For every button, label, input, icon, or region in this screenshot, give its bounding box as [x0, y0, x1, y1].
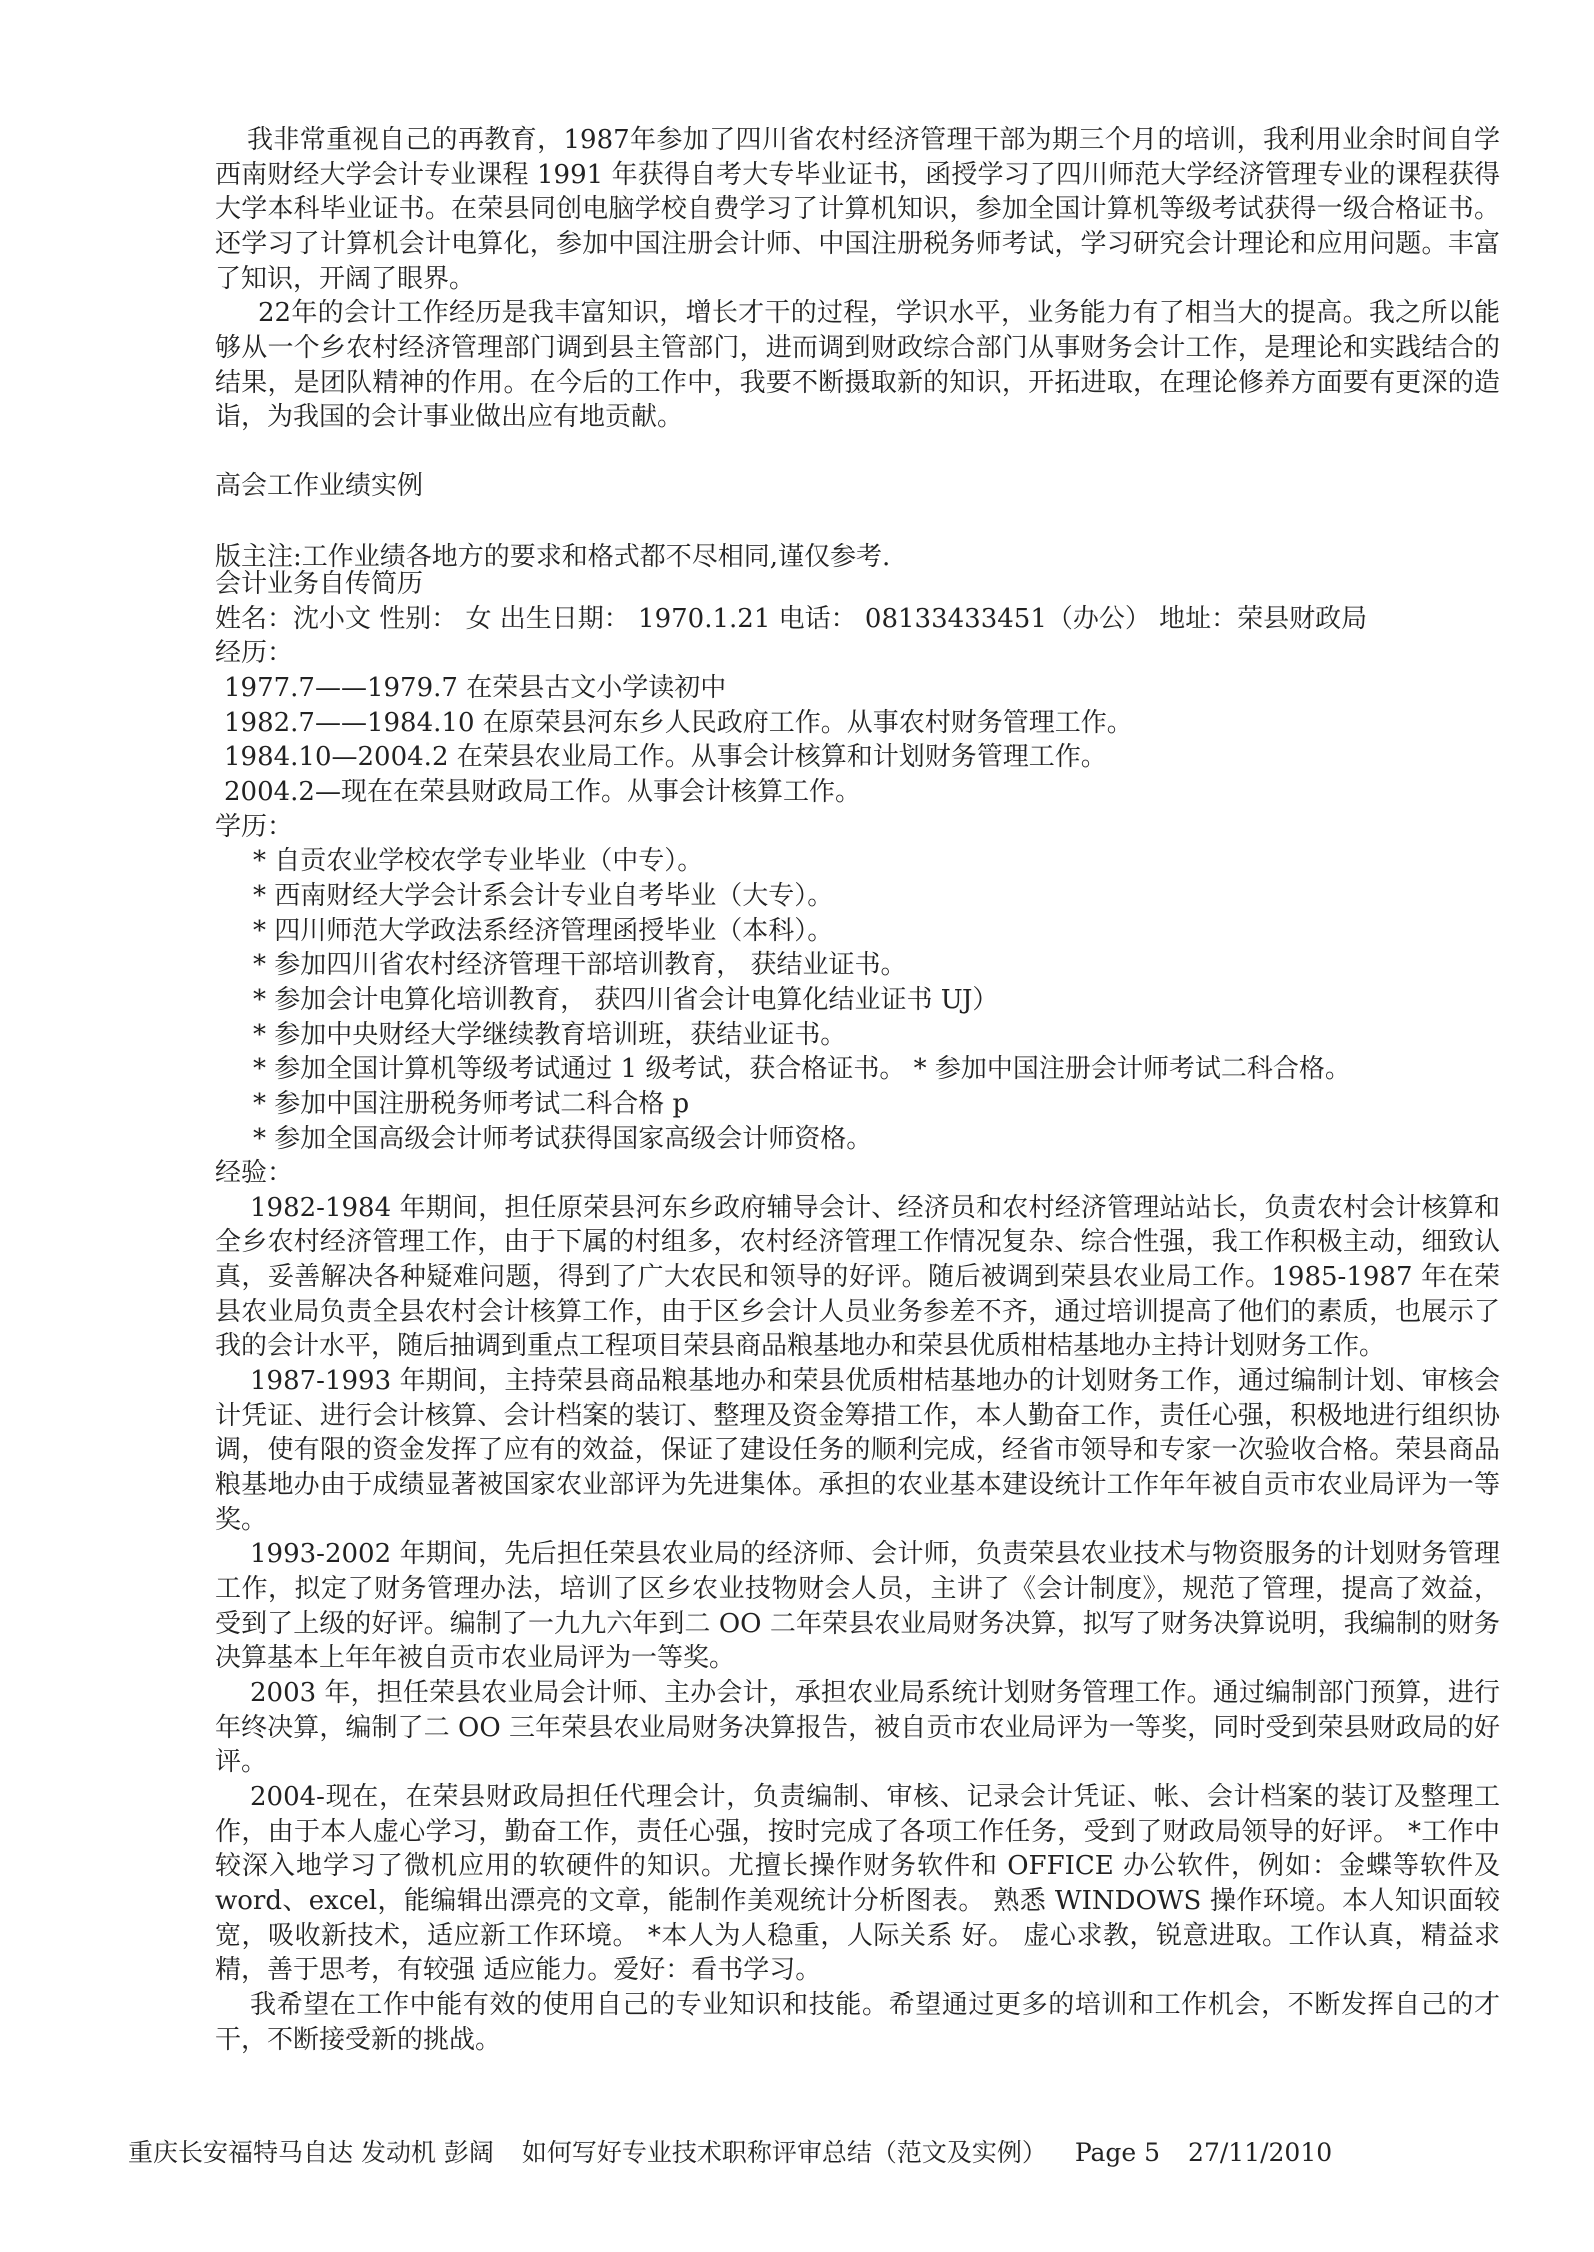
- experience-paragraph: 我希望在工作中能有效的使用自己的专业知识和技能。希望通过更多的培训和工作机会，不断发挥自己的才干，不断接受新的挑战。: [215, 1989, 1500, 2055]
- experience-paragraph: 2003 年，担任荣县农业局会计师、主办会计，承担农业局系统计划财务管理工作。通过编制部门预算，进行年终决算，编制了二 OO 三年荣县农业局财务决算报告，被自贡市农业局评为一等奖，同时受到荣县财政局的好评。: [215, 1678, 1500, 1778]
- history-label: 经历：: [215, 638, 294, 669]
- page-footer: [128, 2133, 1352, 2169]
- education-item: * 参加中国注册税务师考试二科合格 p: [253, 1088, 690, 1119]
- experience-paragraph: 2004-现在，在荣县财政局担任代理会计，负责编制、审核、记录会计凭证、帐、会计档案的装订及整理工作，由于本人虚心学习，勤奋工作，责任心强，按时完成了各项工作任务，受到了财政局领导的好评。 *工作中较深入地学习了微机应用的软硬件的知识。尤擅长操作财务软件和 OFFICE 办公软件，例如：金蝶等软件及 word、excel，能编辑出漂亮的文章，能制作美观统计分析图表。 熟悉 WINDOWS 操作环境。本人知识面较宽，吸收新技术，适应新工作环境。 *本人为人稳重，人际关系 好。 虚心求教，锐意进取。工作认真，精益求精，善于思考，有较强 适应能力。爱好：看书学习。: [215, 1781, 1500, 1986]
- footer-author: 重庆长安福特马自达 发动机 彭阔: [128, 2138, 494, 2167]
- education-label: 学历：: [215, 811, 294, 842]
- footer-title: 如何写好专业技术职称评审总结（范文及实例）: [521, 2138, 1047, 2167]
- education-item: * 参加会计电算化培训教育， 获四川省会计电算化结业证书 UJ）: [253, 984, 999, 1015]
- editor-note: 版主注:工作业绩各地方的要求和格式都不尽相同,谨仅参考.: [215, 542, 891, 572]
- intro-section: [215, 123, 1500, 435]
- resume-title: 会计业务自传简历: [215, 569, 424, 599]
- education-item: * 自贡农业学校农学专业毕业（中专）。: [253, 846, 704, 877]
- resume: [215, 567, 1500, 2057]
- section-title: 高会工作业绩实例: [215, 471, 424, 501]
- history-item: 1982.7——1984.10 在原荣县河东乡人民政府工作。从事农村财务管理工作。: [224, 707, 1133, 738]
- history-item: 2004.2—现在在荣县财政局工作。从事会计核算工作。: [224, 776, 861, 807]
- experience-paragraph: 1987-1993 年期间，主持荣县商品粮基地办和荣县优质柑桔基地办的计划财务工作，通过编制计划、审核会计凭证、进行会计核算、会计档案的装订、整理及资金筹措工作，本人勤奋工作，责任心强，积极地进行组织协调，使有限的资金发挥了应有的效益，保证了建设任务的顺利完成，经省市领导和专家一次验收合格。荣县商品粮基地办由于成绩显著被国家农业部评为先进集体。承担的农业基本建设统计工作年年被自贡市农业局评为一等奖。: [215, 1366, 1500, 1535]
- intro-paragraph: 22年的会计工作经历是我丰富知识，增长才干的过程，学识水平，业务能力有了相当大的提高。我之所以能够从一个乡农村经济管理部门调到县主管部门，进而调到财政综合部门从事财务会计工作，是理论和实践结合的结果，是团队精神的作用。在今后的工作中，我要不断摄取新的知识，开拓进取，在理论修养方面要有更深的造诣，为我国的会计事业做出应有地贡献。: [215, 298, 1500, 433]
- education-item: * 四川师范大学政法系经济管理函授毕业（本科）。: [253, 915, 834, 946]
- experience-label: 经验：: [215, 1158, 294, 1189]
- education-item: * 参加四川省农村经济管理干部培训教育， 获结业证书。: [253, 950, 907, 981]
- personal-info: 姓名：沈小文 性别： 女 出生日期： 1970.1.21 电话： 08133433451（办公） 地址：荣县财政局: [215, 603, 1368, 634]
- history-item: 1977.7——1979.7 在荣县古文小学读初中: [224, 672, 727, 703]
- footer-page-number: Page 5: [1074, 2138, 1161, 2167]
- intro-paragraph: 我非常重视自己的再教育，1987年参加了四川省农村经济管理干部为期三个月的培训，我利用业余时间自学西南财经大学会计专业课程 1991 年获得自考大专毕业证书，函授学习了四川师范大学经济管理专业的课程获得大学本科毕业证书。在荣县同创电脑学校自费学习了计算机知识，参加全国计算机等级考试获得一级合格证书。还学习了计算机会计电算化，参加中国注册会计师、中国注册税务师考试，学习研究会计理论和应用问题。丰富了知识，开阔了眼界。: [215, 125, 1500, 294]
- experience-paragraph: 1993-2002 年期间，先后担任荣县农业局的经济师、会计师，负责荣县农业技术与物资服务的计划财务管理工作，拟定了财务管理办法，培训了区乡农业技物财会人员，主讲了《会计制度》，规范了管理，提高了效益，受到了上级的好评。编制了一九九六年到二 OO 二年荣县农业局财务决算，拟写了财务决算说明，我编制的财务决算基本上年年被自贡市农业局评为一等奖。: [215, 1539, 1500, 1674]
- footer-date: 27/11/2010: [1188, 2138, 1333, 2167]
- experience-paragraph: 1982-1984 年期间，担任原荣县河东乡政府辅导会计、经济员和农村经济管理站站长，负责农村会计核算和全乡农村经济管理工作，由于下属的村组多，农村经济管理工作情况复杂、综合性强，我工作积极主动，细致认真，妥善解决各种疑难问题，得到了广大农民和领导的好评。随后被调到荣县农业局工作。1985-1987 年在荣县农业局负责全县农村会计核算工作，由于区乡会计人员业务参差不齐，通过培训提高了他们的素质，也展示了我的会计水平，随后抽调到重点工程项目荣县商品粮基地办和荣县优质柑桔基地办主持计划财务工作。: [215, 1192, 1500, 1362]
- education-item: * 参加中央财经大学继续教育培训班，获结业证书。: [253, 1019, 847, 1050]
- education-item: * 参加全国高级会计师考试获得国家高级会计师资格。: [253, 1123, 873, 1154]
- history-item: 1984.10—2004.2 在荣县农业局工作。从事会计核算和计划财务管理工作。: [224, 742, 1107, 773]
- education-item: * 参加全国计算机等级考试通过 1 级考试，获合格证书。 * 参加中国注册会计师考试二科合格。: [253, 1054, 1351, 1085]
- education-item: * 西南财经大学会计系会计专业自考毕业（大专）。: [253, 880, 834, 911]
